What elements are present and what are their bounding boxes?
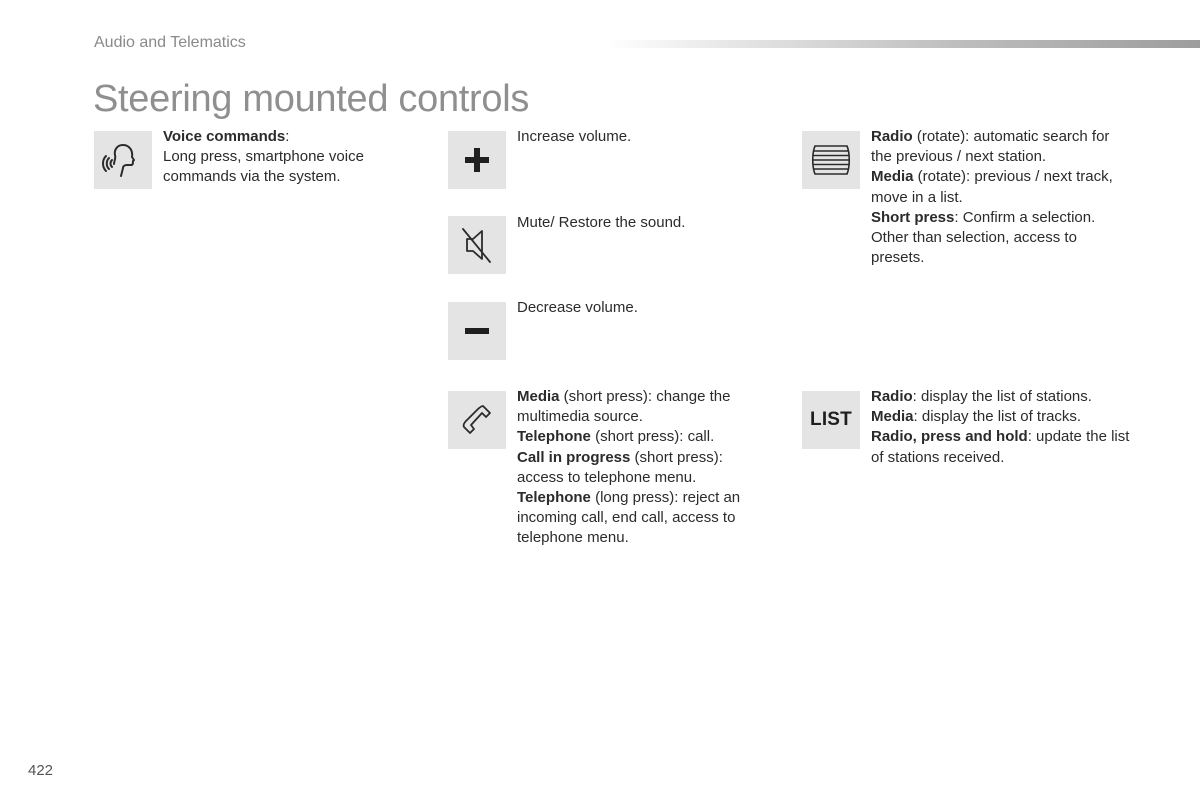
wheel-line-2-label: Media [871,168,914,186]
phone-line-3-label: Call in progress [517,448,631,466]
phone-line-2-label: Telephone [517,428,591,446]
list-line-3-label: Radio, press and hold [871,428,1028,446]
list-line-2-text: : display the list of tracks. [913,408,1082,426]
phone-line-3-text: (short press): access to telephone menu. [517,448,723,486]
mute-speaker-icon [457,223,497,267]
phone-line-1-text: (short press): change the multimedia source. [517,388,731,426]
voice-command-description: Voice commands: Long press, smartphone voice commands via the system. [163,128,364,186]
wheel-line-2-text: (rotate): previous / next track, move in a list. [871,168,1113,206]
phone-media-button [448,391,506,449]
mute-button [448,216,506,274]
header-gradient-bar [605,40,1200,48]
page-title: Steering mounted controls [93,78,530,120]
list-button [802,391,860,449]
volume-down-button [448,302,506,360]
wheel-line-3-text: : Confirm a selection. Other than selection, access to presets. [871,208,1096,267]
phone-line-2-text: (short press): call. [590,428,715,446]
mute-description: Mute/ Restore the sound. [517,214,686,231]
phone-line-1-label: Media [517,388,560,405]
volume-up-description: Increase volume. [517,128,632,145]
thumbwheel-button [802,131,860,189]
thumbwheel-icon [810,143,852,177]
minus-icon [462,316,492,346]
wheel-line-1-label: Radio [871,128,913,145]
list-icon-label: LIST [810,409,852,430]
page-number: 422 [28,762,54,779]
list-description [871,387,1131,468]
thumbwheel-description [871,127,1131,268]
list-line-2-label: Media [871,408,914,426]
phone-line-4-label: Telephone [517,489,591,507]
section-title: Audio and Telematics [94,34,246,51]
voice-command-icon [101,138,145,182]
phone-handset-icon [459,402,495,438]
list-line-3-text: : update the list of stations received. [871,428,1130,466]
phone-media-description [517,387,762,549]
phone-line-4-text: (long press): reject an incoming call, end call, access to telephone menu. [517,489,741,547]
voice-command-text: Long press, smartphone voice commands via the system. [163,148,364,186]
volume-up-button [448,131,506,189]
voice-command-button [94,131,152,189]
list-line-1-text: : display the list of stations. [912,388,1092,405]
volume-down-description: Decrease volume. [517,299,638,316]
list-line-1-label: Radio [871,388,913,405]
voice-command-label: Voice commands [163,128,286,145]
plus-icon [462,145,492,175]
wheel-line-3-label: Short press [871,208,955,226]
wheel-line-1-text: (rotate): automatic search for the previous / next station. [871,128,1110,166]
